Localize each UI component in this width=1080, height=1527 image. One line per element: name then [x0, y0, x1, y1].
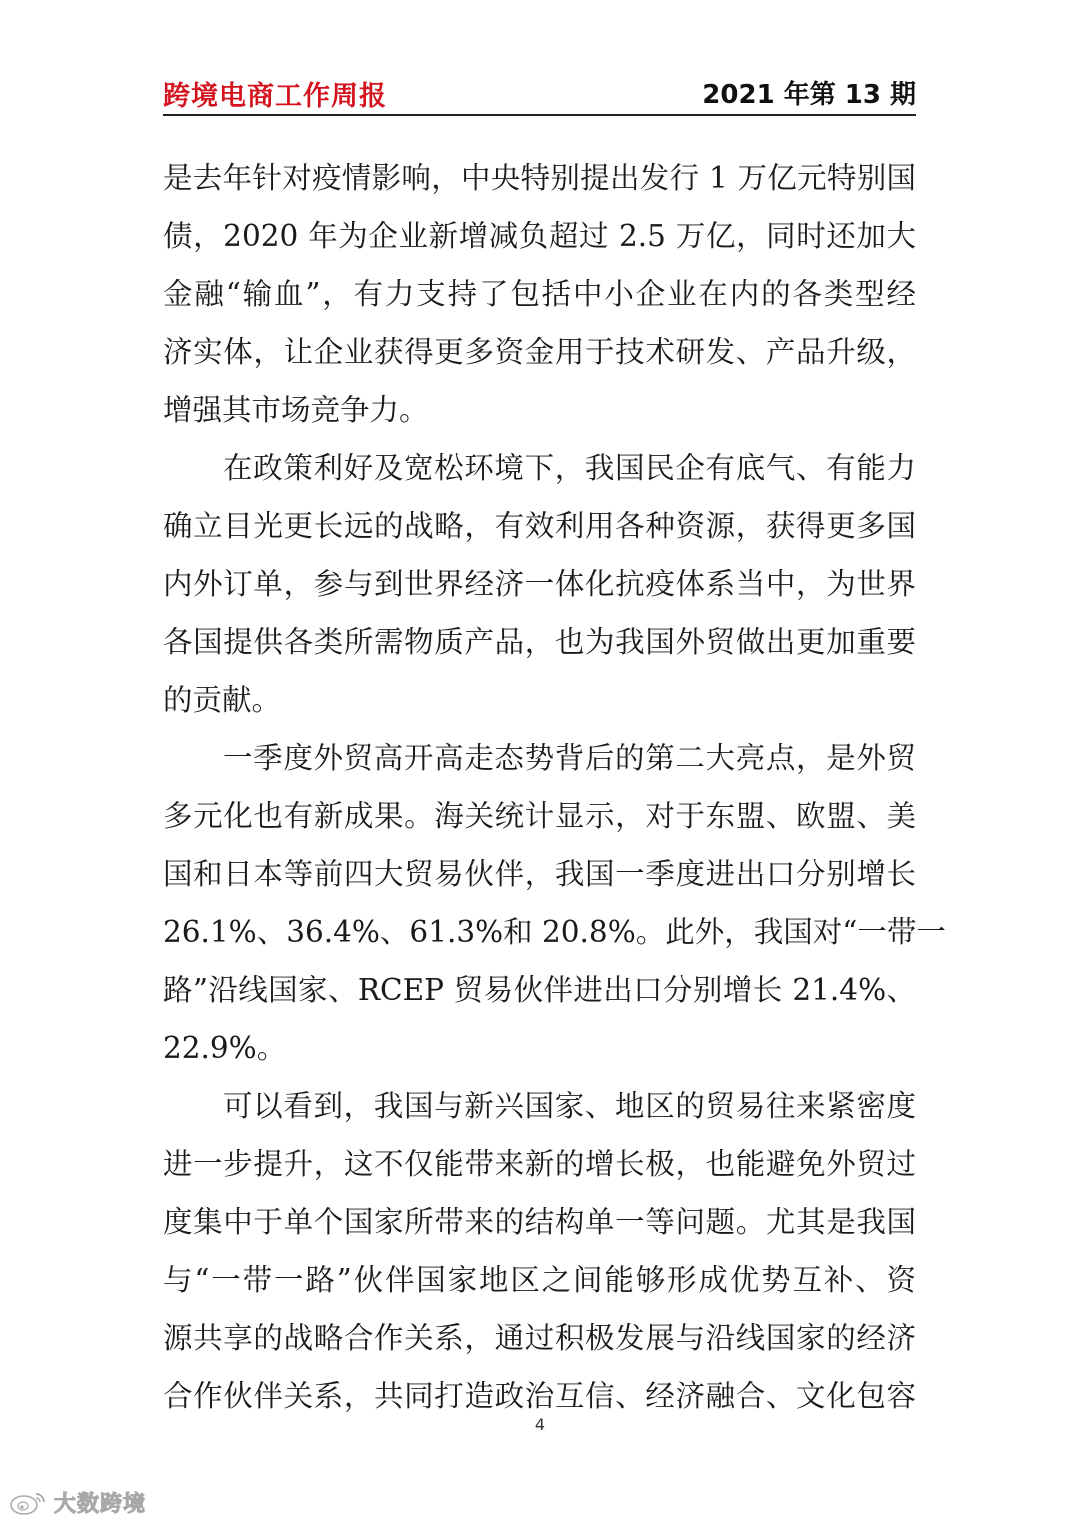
text-line: 合作伙伴关系，共同打造政治互信、经济融合、文化包容	[163, 1379, 916, 1413]
text-line: 与“一带一路”伙伴国家地区之间能够形成优势互补、资	[163, 1263, 916, 1297]
issue-number: 2021 年第 13 期	[702, 80, 916, 110]
text-line: 22.9%。	[163, 1031, 287, 1065]
watermark	[8, 1486, 146, 1518]
text-line: 26.1%、36.4%、61.3%和 20.8%。此外，我国对“一带一	[163, 915, 946, 949]
text-line: 确立目光更长远的战略，有效利用各种资源，获得更多国	[163, 509, 916, 543]
weibo-logo-icon	[8, 1488, 48, 1516]
text-line: 内外订单，参与到世界经济一体化抗疫体系当中，为世界	[163, 567, 916, 601]
text-line: 各国提供各类所需物质产品，也为我国外贸做出更加重要	[163, 625, 916, 659]
text-line: 增强其市场竞争力。	[163, 393, 429, 427]
text-line: 是去年针对疫情影响，中央特别提出发行 1 万亿元特别国	[163, 161, 916, 195]
newsletter-title: 跨境电商工作周报	[163, 81, 387, 112]
text-line: 国和日本等前四大贸易伙伴，我国一季度进出口分别增长	[163, 857, 916, 891]
text-line: 一季度外贸高开高走态势背后的第二大亮点，是外贸	[223, 741, 916, 775]
text-line: 度集中于单个国家所带来的结构单一等问题。尤其是我国	[163, 1205, 916, 1239]
text-line: 可以看到，我国与新兴国家、地区的贸易往来紧密度	[223, 1089, 916, 1123]
text-line: 金融“输血”，有力支持了包括中小企业在内的各类型经	[163, 277, 916, 311]
text-line: 源共享的战略合作关系，通过积极发展与沿线国家的经济	[163, 1321, 916, 1355]
page-header	[163, 74, 916, 114]
header-divider	[163, 114, 916, 116]
text-line: 多元化也有新成果。海关统计显示，对于东盟、欧盟、美	[163, 799, 916, 833]
text-line: 的贡献。	[163, 683, 282, 717]
text-line: 债，2020 年为企业新增减负超过 2.5 万亿，同时还加大	[163, 219, 916, 253]
watermark-text: 大数跨境	[54, 1491, 147, 1517]
text-line: 进一步提升，这不仅能带来新的增长极，也能避免外贸过	[163, 1147, 916, 1181]
text-line: 济实体，让企业获得更多资金用于技术研发、产品升级，	[163, 335, 916, 369]
text-line: 路”沿线国家、RCEP 贸易伙伴进出口分别增长 21.4%、	[163, 973, 916, 1007]
text-line: 在政策利好及宽松环境下，我国民企有底气、有能力	[223, 451, 916, 485]
page-number: 4	[534, 1415, 546, 1434]
